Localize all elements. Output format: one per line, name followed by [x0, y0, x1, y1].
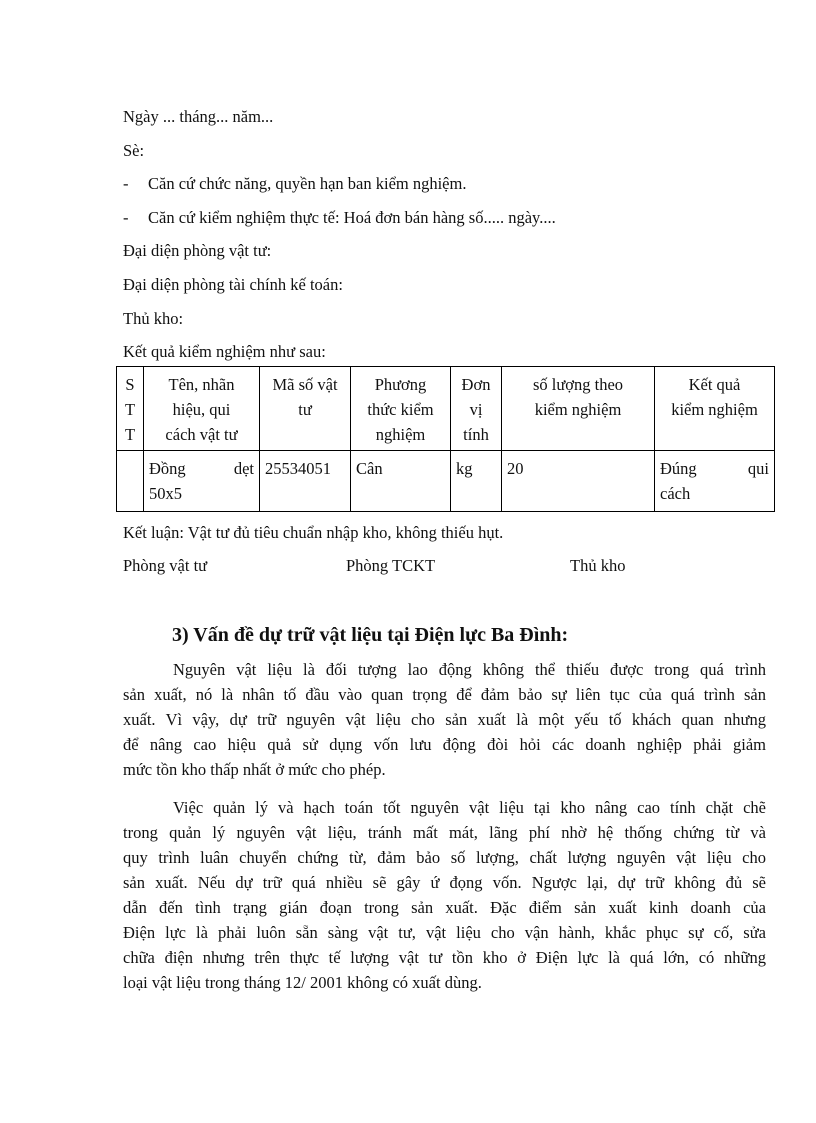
- header-qty: số lượng theo kiểm nghiệm: [502, 367, 655, 451]
- cell-name: Đồng dẹt 50x5: [144, 451, 260, 512]
- inspection-table: [116, 366, 775, 512]
- bullet-item: [123, 174, 466, 194]
- header-stt: S T T: [117, 367, 144, 451]
- signature-storekeeper: Thủ kho: [570, 556, 626, 575]
- bullet-dash: -: [123, 174, 129, 193]
- paragraph-2: Việc quản lý và hạch toán tốt nguyên vật liệu tại kho nâng cao tính chặt chẽ trong quản lý nguyên vật liệu, tránh mất mát, lãng phí nhờ hệ thống chứng từ và quy trình luân chuyển chứng từ, đảm bảo số lượng, chất lượng nguyên vật liệu cho sản xuất. Nếu dự trữ quá nhiều sẽ gây ứ đọng vốn. Ngược lại, dự trữ không đủ sẽ dẫn đến tình trạng gián đoạn trong sản xuất. Đặc điểm sản xuất kinh doanh của Điện lực là phải luôn sẵn sàng vật tư, vật liệu cho vận hành, khắc phục sự cố, sửa chữa điện nhưng trên thực tế lượng vật tư tồn kho ở Điện lực là quá lớn, có những loại vật liệu trong tháng 12/ 2001 không có xuất dùng.: [123, 798, 766, 992]
- bullet-text: Căn cứ kiểm nghiệm thực tế: Hoá đơn bán hàng số..... ngày....: [148, 208, 556, 227]
- table-row: [117, 451, 775, 512]
- rep-supply-line: Đại diện phòng vật tư:: [123, 241, 272, 260]
- cell-code: 25534051: [260, 451, 351, 512]
- signature-finance: Phòng TCKT: [346, 556, 436, 575]
- result-intro-line: Kết quả kiểm nghiệm như sau:: [123, 342, 326, 361]
- storekeeper-line: Thủ kho:: [123, 309, 184, 328]
- table-header-row: [117, 367, 775, 451]
- paragraph-1: Nguyên vật liệu là đối tượng lao động không thể thiếu được trong quá trình sản xuất, nó là nhân tố đầu vào quan trọng để đảm bảo sự liên tục của quá trình sản xuất. Vì vậy, dự trữ nguyên vật liệu cho sản xuất là một yếu tố khách quan nhưng để nâng cao hiệu quả sử dụng vốn lưu động đòi hỏi các doanh nghiệp phải giảm mức tồn kho thấp nhất ở mức cho phép.: [123, 660, 766, 779]
- header-unit: Đơn vị tính: [451, 367, 502, 451]
- cell-qty: 20: [502, 451, 655, 512]
- cell-result: Đúng qui cách: [655, 451, 775, 512]
- signature-supply: Phòng vật tư: [123, 556, 208, 575]
- header-method: Phương thức kiểm nghiệm: [351, 367, 451, 451]
- header-name: Tên, nhãn hiệu, qui cách vật tư: [144, 367, 260, 451]
- section-heading: 3) Vấn đề dự trữ vật liệu tại Điện lực Ba Đình:: [172, 624, 569, 646]
- header-code: Mã số vật tư: [260, 367, 351, 451]
- bullet-dash: -: [123, 208, 129, 227]
- cell-method: Cân: [351, 451, 451, 512]
- rep-finance-line: Đại diện phòng tài chính kế toán:: [123, 275, 343, 294]
- cell-unit: kg: [451, 451, 502, 512]
- header-result: Kết quả kiểm nghiệm: [655, 367, 775, 451]
- cell-stt: [117, 451, 144, 512]
- date-line: Ngày ... tháng... năm...: [123, 107, 274, 126]
- bullet-text: Căn cứ chức năng, quyền hạn ban kiểm nghiệm.: [148, 174, 467, 193]
- bullet-item: [123, 208, 556, 228]
- conclusion-line: Kết luận: Vật tư đủ tiêu chuẩn nhập kho, không thiếu hụt.: [123, 523, 504, 542]
- se-line: Sè:: [123, 141, 145, 160]
